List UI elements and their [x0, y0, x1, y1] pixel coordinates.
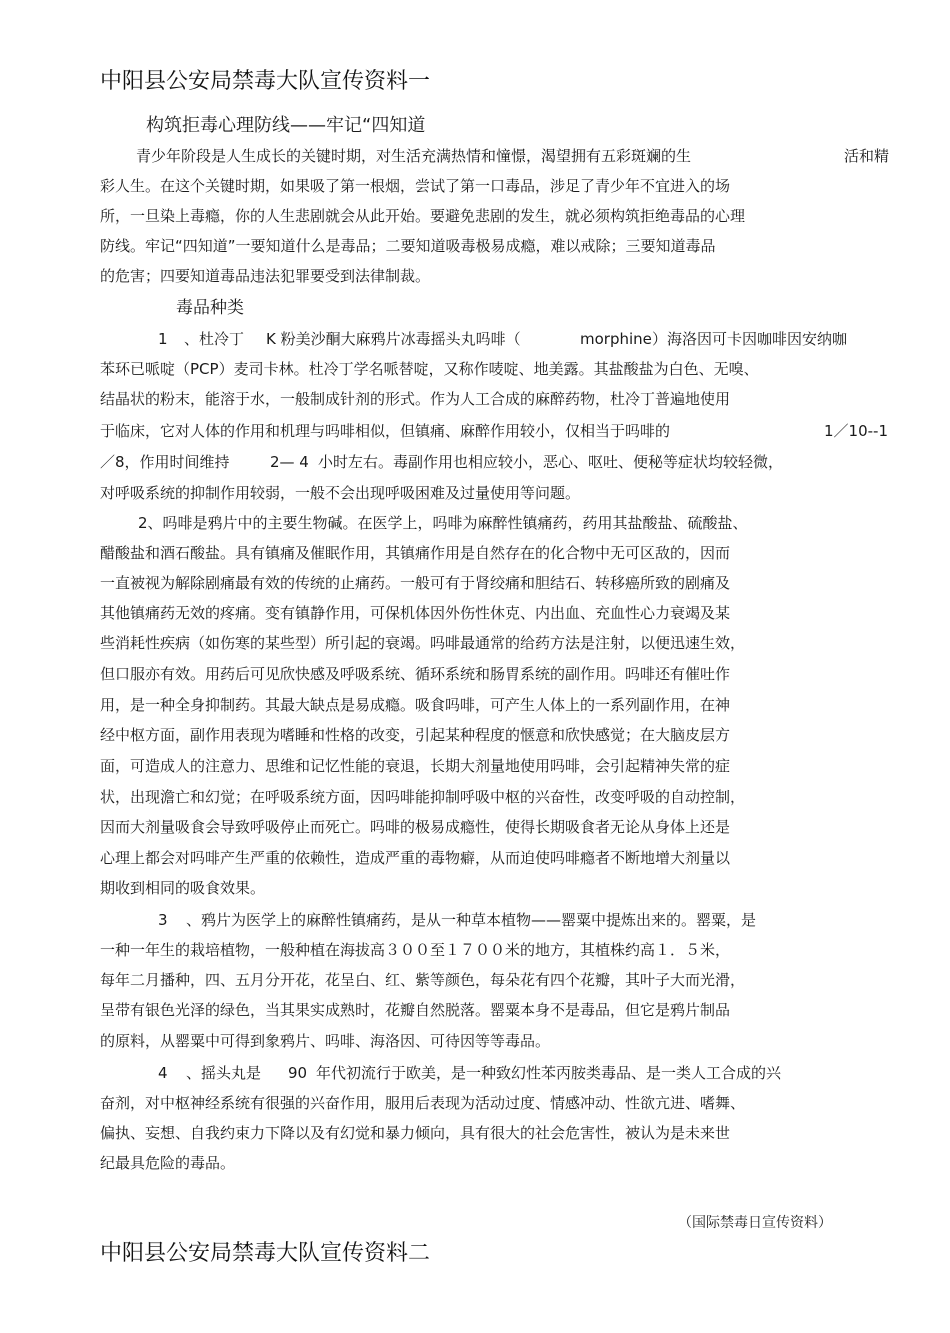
item4-line-3: 偏执、妄想、自我约束力下降以及有幻觉和暴力倾向，具有很大的社会危害性，被认为是未来世 [100, 1124, 731, 1142]
item3-number: 3 [158, 911, 168, 929]
item1-english-term: morphine [580, 330, 652, 348]
item1-lead-tail: ）海洛因可卡因咖啡因安纳咖 [652, 330, 848, 348]
item2-line-2: 醋酸盐和酒石酸盐。具有镇痛及催眠作用，其镇痛作用是自然存在的化合物中无可区敌的，因而 [100, 544, 731, 562]
item2-line-11: 因而大剂量吸食会导致呼吸停止而死亡。吗啡的极易成瘾性，使得长期吸食者无论从身体上还是 [100, 818, 731, 836]
item1-line-4: 于临床，它对人体的作用和机理与吗啡相似，但镇痛、麻醉作用较小，仅相当于吗啡的 [100, 422, 671, 440]
page-title-1: 中阳县公安局禁毒大队宣传资料一 [100, 69, 431, 94]
item2-line-7: 用，是一种全身抑制药。其最大缺点是易成瘾。吸食吗啡，可产生人体上的一系列副作用，在神 [100, 696, 731, 714]
item1-ratio: 1／10--1 [824, 422, 888, 440]
item2-line-3: 一直被视为解除剧痛最有效的传统的止痛药。一般可有于肾绞痛和胆结石、转移癌所致的剧痛及 [100, 574, 731, 592]
page-title-2: 中阳县公安局禁毒大队宣传资料二 [100, 1241, 431, 1266]
item1-number: 1 [158, 330, 168, 348]
item1-drug-list: K 粉美沙酮大麻鸦片冰毒摇头丸吗啡（ [266, 330, 521, 348]
item2-line-6: 但口服亦有效。用药后可见欣快感及呼吸系统、循环系统和肠胃系统的副作用。吗啡还有催吐作 [100, 665, 731, 683]
footnote: （国际禁毒日宣传资料） [678, 1215, 832, 1231]
item2-line-12: 心理上都会对吗啡产生严重的依赖性，造成严重的毒物癖，从而迫使吗啡瘾者不断地增大剂量以 [100, 849, 731, 867]
item1-line-5c: 小时左右。毒副作用也相应较小，恶心、呕吐、便秘等症状均较轻微， [318, 453, 784, 471]
intro-line-2: 彩人生。在这个关键时期，如果吸了第一根烟，尝试了第一口毒品，涉足了青少年不宜进入的场 [100, 177, 731, 195]
drug-types-heading: 毒品种类 [176, 298, 244, 318]
item4-lead-90: 90 [288, 1064, 308, 1082]
item4-line-2: 奋剂，对中枢神经系统有很强的兴奋作用，服用后表现为活动过度、情感冲动、性欲亢进、嗜舞、 [100, 1094, 746, 1112]
item2-line-4: 其他镇痛药无效的疼痛。变有镇静作用，可保机体因外伤性休克、内出血、充血性心力衰竭及某 [100, 604, 731, 622]
item1-line-6: 对呼吸系统的抑制作用较弱，一般不会出现呼吸困难及过量使用等问题。 [100, 484, 581, 502]
item1-line-5a: ／8，作用时间维持 [100, 453, 230, 471]
item2-line-8: 经中枢方面，副作用表现为嗜睡和性格的改变，引起某种程度的惬意和欣快感觉；在大脑皮层方 [100, 726, 731, 744]
item1-line-3: 结晶状的粉末，能溶于水，一般制成针剂的形式。作为人工合成的麻醉药物，杜冷丁普遍地使用 [100, 390, 731, 408]
intro-line-1: 青少年阶段是人生成长的关键时期，对生活充满热情和憧憬，渴望拥有五彩斑斓的生 [136, 147, 692, 165]
item2-line-9: 面，可造成人的注意力、思维和记忆性能的衰退，长期大剂量地使用吗啡，会引起精神失常的症 [100, 757, 731, 775]
item1-line-5b: 2— 4 [270, 453, 309, 471]
item1-line-2: 苯环已哌啶（PCP）麦司卡林。杜冷丁学名哌替啶，又称作唛啶、地美露。其盐酸盐为白色、无嗅、 [100, 360, 759, 378]
item3-line-2: 一种一年生的栽培植物，一般种植在海拔高３００至１７００米的地方，其植株约高１．５米， [100, 941, 731, 959]
item4-line-4: 纪最具危险的毒品。 [100, 1154, 236, 1172]
intro-line-4: 防线。牢记“四知道”一要知道什么是毒品；二要知道吸毒极易成瘾，难以戒除；三要知道毒品 [100, 237, 716, 255]
section-subtitle: 构筑拒毒心理防线——牢记“四知道 [146, 115, 426, 136]
item2-line-10: 状，出现澹亡和幻觉；在呼吸系统方面，因吗啡能抑制呼吸中枢的兴奋性，改变呼吸的自动控制， [100, 788, 746, 806]
item2-line-13: 期收到相同的吸食效果。 [100, 879, 266, 897]
item2-line-1: 2、吗啡是鸦片中的主要生物碱。在医学上，吗啡为麻醉性镇痛药，药用其盐酸盐、硫酸盐、 [138, 514, 748, 532]
item3-line-5: 的原料，从罂粟中可得到象鸦片、吗啡、海洛因、可待因等等毒品。 [100, 1032, 551, 1050]
item1-lead: 、杜冷丁 [184, 330, 245, 348]
item2-line-5: 些消耗性疾病（如伤寒的某些型）所引起的衰竭。吗啡最通常的给药方法是注射，以便迅速生效， [100, 634, 746, 652]
item4-lead: 、摇头丸是 [186, 1064, 262, 1082]
item4-number: 4 [158, 1064, 168, 1082]
item3-line-3: 每年二月播种，四、五月分开花，花呈白、红、紫等颜色，每朵花有四个花瓣，其叶子大而光滑， [100, 971, 746, 989]
item4-lead-tail: 年代初流行于欧美，是一种致幻性苯丙胺类毒品、是一类人工合成的兴 [316, 1064, 782, 1082]
intro-line-1-tail: 活和精 [844, 147, 890, 165]
intro-line-3: 所，一旦染上毒瘾，你的人生悲剧就会从此开始。要避免悲剧的发生，就必须构筑拒绝毒品的心理 [100, 207, 746, 225]
item3-line-4: 呈带有银色光泽的绿色，当其果实成熟时，花瓣自然脱落。罂粟本身不是毒品，但它是鸦片制品 [100, 1001, 731, 1019]
intro-line-5: 的危害；四要知道毒品违法犯罪要受到法律制裁。 [100, 267, 431, 285]
item3-lead: 、鸦片为医学上的麻醉性镇痛药，是从一种草本植物——罂粟中提炼出来的。罂粟，是 [186, 911, 757, 929]
